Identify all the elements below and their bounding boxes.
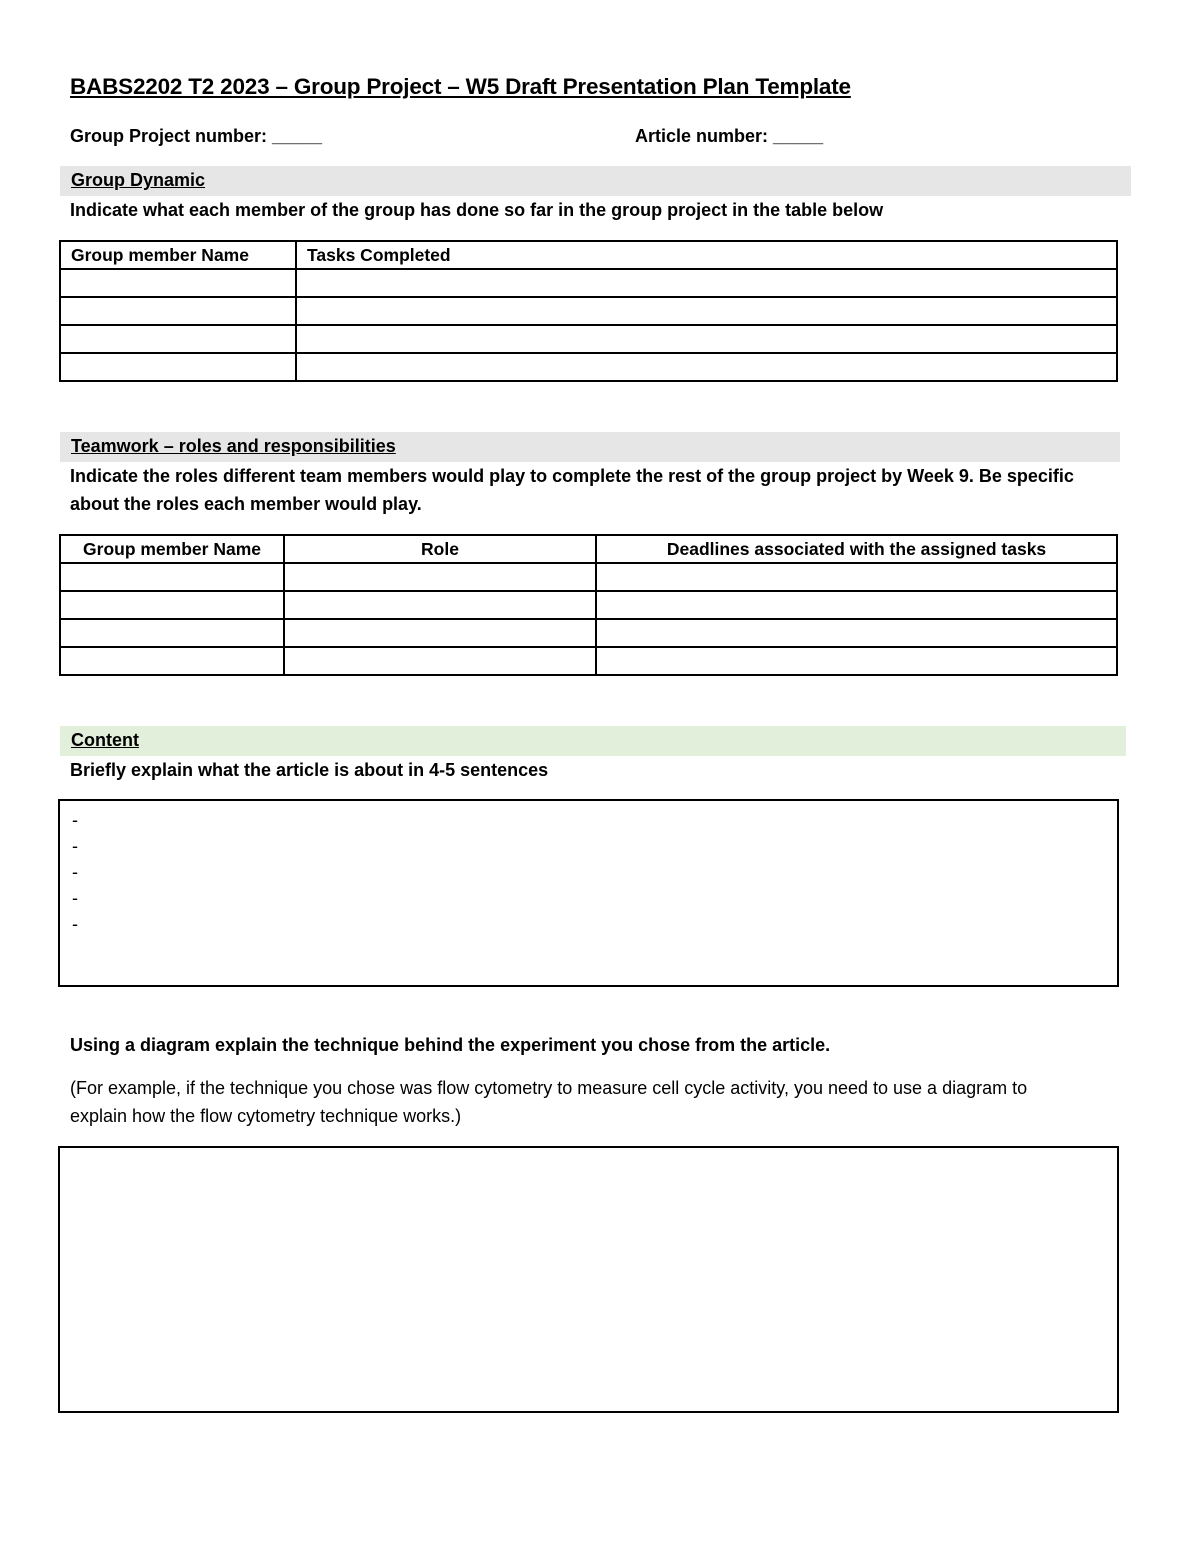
table-cell[interactable]: [60, 353, 296, 381]
column-header: Group member Name: [60, 241, 296, 269]
table-row: [60, 297, 1117, 325]
table-cell[interactable]: [296, 353, 1117, 381]
table-row: [60, 269, 1117, 297]
group-dynamic-heading: Group Dynamic: [71, 170, 206, 190]
group-dynamic-instruction: Indicate what each member of the group has done so far in the group project in the table below: [70, 200, 884, 220]
diagram-example-line: (For example, if the technique you chose was flow cytometry to measure cell cycle activity, you need to use a diagram to: [70, 1078, 1028, 1098]
table-cell[interactable]: [60, 325, 296, 353]
table-cell[interactable]: [284, 563, 596, 591]
table-cell[interactable]: [284, 591, 596, 619]
group-project-number-field: Group Project number: _____: [70, 126, 323, 146]
table-cell[interactable]: [296, 297, 1117, 325]
column-header: Tasks Completed: [296, 241, 1117, 269]
table-cell[interactable]: [60, 297, 296, 325]
table-cell[interactable]: [60, 563, 284, 591]
table-cell[interactable]: [596, 591, 1117, 619]
list-item: -: [72, 810, 78, 830]
bullet-list: [72, 807, 78, 937]
list-item: -: [72, 836, 78, 856]
table-cell[interactable]: [60, 591, 284, 619]
table-cell[interactable]: [296, 269, 1117, 297]
diagram-instruction: Using a diagram explain the technique behind the experiment you chose from the article.: [70, 1035, 831, 1055]
table-cell[interactable]: [60, 647, 284, 675]
content-heading: Content: [71, 730, 139, 750]
teamwork-instruction-line: Indicate the roles different team members would play to complete the rest of the group project by Week 9. Be specific: [70, 466, 1074, 486]
teamwork-table: [59, 534, 1118, 676]
list-item: -: [72, 862, 78, 882]
table-header-row: [60, 241, 1117, 269]
column-header: Role: [284, 535, 596, 563]
table-row: [60, 619, 1117, 647]
table-cell[interactable]: [596, 619, 1117, 647]
table-row: [60, 353, 1117, 381]
table-cell[interactable]: [284, 647, 596, 675]
column-header: Group member Name: [60, 535, 284, 563]
teamwork-band: [60, 432, 1120, 462]
list-item: -: [72, 914, 78, 934]
article-summary-box[interactable]: [58, 799, 1119, 987]
list-item: -: [72, 888, 78, 908]
diagram-box[interactable]: [58, 1146, 1119, 1413]
table-cell[interactable]: [60, 269, 296, 297]
table-cell[interactable]: [596, 563, 1117, 591]
content-band: [60, 726, 1126, 756]
teamwork-instruction: [70, 462, 1074, 518]
page-title: BABS2202 T2 2023 – Group Project – W5 Draft Presentation Plan Template: [70, 74, 851, 99]
table-cell[interactable]: [296, 325, 1117, 353]
content-instruction: Briefly explain what the article is about in 4-5 sentences: [70, 760, 549, 780]
table-row: [60, 591, 1117, 619]
diagram-example: [70, 1074, 1140, 1130]
column-header: Deadlines associated with the assigned tasks: [596, 535, 1117, 563]
diagram-example-line: explain how the flow cytometry technique works.): [70, 1106, 462, 1126]
table-row: [60, 325, 1117, 353]
table-cell[interactable]: [60, 619, 284, 647]
table-header-row: [60, 535, 1117, 563]
table-row: [60, 647, 1117, 675]
article-number-field: Article number: _____: [635, 126, 824, 146]
teamwork-instruction-line: about the roles each member would play.: [70, 494, 422, 514]
group-dynamic-table: [59, 240, 1118, 382]
group-dynamic-band: [60, 166, 1131, 196]
table-cell[interactable]: [284, 619, 596, 647]
teamwork-heading: Teamwork – roles and responsibilities: [71, 436, 396, 456]
table-row: [60, 563, 1117, 591]
table-cell[interactable]: [596, 647, 1117, 675]
